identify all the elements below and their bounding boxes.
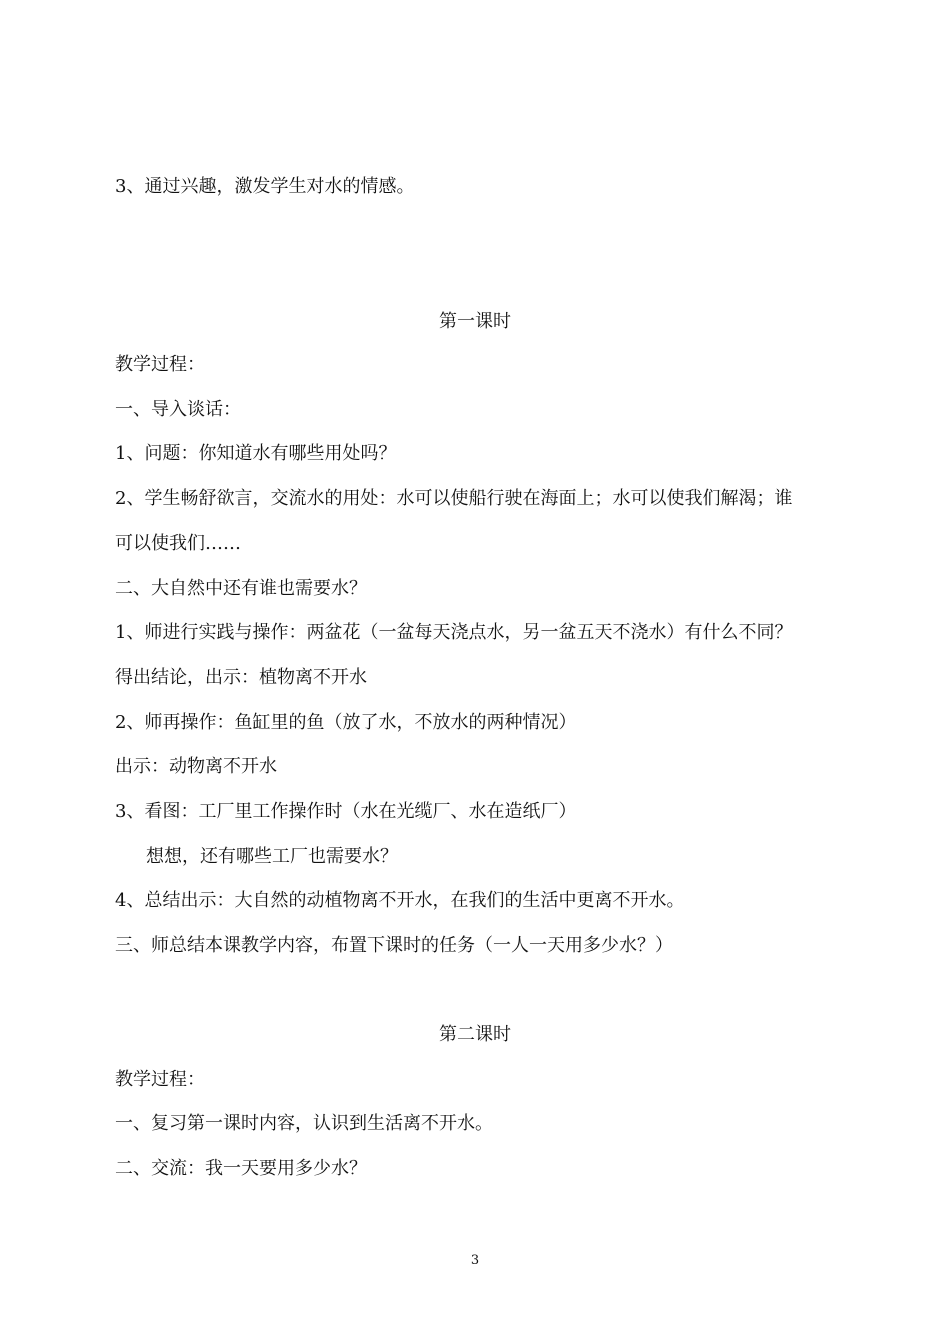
- lesson1-section1-item1: 1、问题：你知道水有哪些用处吗？: [115, 443, 397, 464]
- lesson1-section3-title: 三、师总结本课教学内容，布置下课时的任务（一人一天用多少水？）: [115, 935, 673, 956]
- lesson1-section2-title: 二、大自然中还有谁也需要水？: [115, 578, 367, 599]
- lesson1-section1-title: 一、导入谈话：: [115, 399, 241, 420]
- lesson2-process-label: 教学过程：: [115, 1069, 205, 1090]
- page-number: 3: [470, 1253, 480, 1268]
- lesson1-section1-item2: 2、学生畅舒欲言，交流水的用处：水可以使船行驶在海面上；水可以使我们解渴；谁: [115, 488, 793, 509]
- lesson1-section2-item2: 2、师再操作：鱼缸里的鱼（放了水，不放水的两种情况）: [115, 712, 577, 733]
- lesson1-section2-item3: 3、看图：工厂里工作操作时（水在光缆厂、水在造纸厂）: [115, 801, 577, 822]
- lesson1-section2-item3-think: 想想，还有哪些工厂也需要水？: [146, 846, 398, 867]
- lesson1-section2-item1: 1、师进行实践与操作：两盆花（一盆每天浇点水，另一盆五天不浇水）有什么不同？: [115, 622, 793, 643]
- lesson2-heading: 第二课时: [439, 1024, 511, 1045]
- lesson1-section1-item2-continued: 可以使我们……: [115, 533, 241, 554]
- lesson1-process-label: 教学过程：: [115, 354, 205, 375]
- lesson1-section2-item1-result: 得出结论，出示：植物离不开水: [115, 667, 367, 688]
- lesson1-heading: 第一课时: [439, 311, 511, 332]
- goal-3: 3、通过兴趣，激发学生对水的情感。: [115, 176, 415, 197]
- lesson2-section2: 二、交流：我一天要用多少水？: [115, 1158, 367, 1179]
- lesson2-section1: 一、复习第一课时内容，认识到生活离不开水。: [115, 1113, 493, 1134]
- lesson1-section2-item2-result: 出示：动物离不开水: [115, 756, 277, 777]
- lesson1-section2-item4: 4、总结出示：大自然的动植物离不开水，在我们的生活中更离不开水。: [115, 890, 685, 911]
